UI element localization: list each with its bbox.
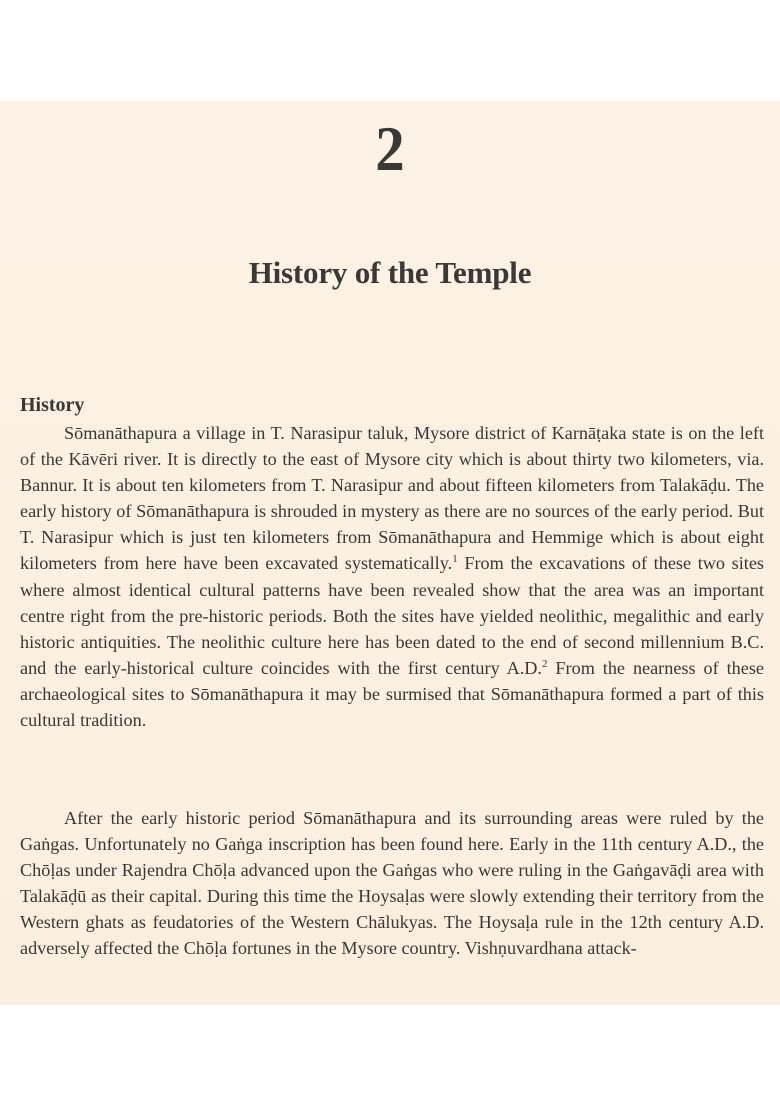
paragraph-text xyxy=(20,420,764,733)
paragraph-text xyxy=(20,805,764,962)
section-heading: History xyxy=(20,394,85,416)
paragraph-2 xyxy=(20,805,764,962)
chapter-number: 2 xyxy=(375,113,405,184)
book-page xyxy=(0,101,780,1005)
text-segment: After the early historic period Sōmanāthapura and its surrounding areas were ruled by the Gaṅgas. Unfortunately no Gaṅga inscription has been found here. Early in the 11th century A.D., the Chōḷas under Rajendra Chōḷa advanced upon the Gaṅgas who were ruling in the Gaṅgavāḍi area with Talakāḍū as their capital. During this time the Hoysaḷas were slowly extending their territory from the Western ghats as feudatories of the Western Chālukyas. The Hoysaḷa rule in the 12th century A.D. adversely affected the Chōḷa fortunes in the Mysore country. Vishṇuvardhana attack- xyxy=(20,808,764,959)
footnote-marker-2[interactable]: 2 xyxy=(541,657,548,670)
footnote-marker-1[interactable]: 1 xyxy=(452,553,458,566)
text-segment: From the excavations of these two sites where almost identical cultural patterns have been revealed show that the area was an important centre right from the pre-historic periods. Both the sites have yielded neolithic, megalithic and early historic antiquities. The neolithic culture here has been dated to the end of second millennium B.C. and the early-historical culture coincides with the first century A.D. xyxy=(20,553,764,678)
text-segment: Sōmanāthapura a village in T. Narasipur taluk, Mysore district of Karnāṭaka state is on the left of the Kāvēri river. It is directly to the east of Mysore city which is about thirty two kilometers, via. Bannur. It is about ten kilometers from T. Narasipur and about fifteen kilometers from Talakāḍu. The early history of Sōmanāthapura is shrouded in mystery as there are no sources of the early period. But T. Narasipur which is just ten kilometers from Sōmanāthapura and Hemmige which is about eight kilometers from here have been excavated systematically. xyxy=(20,423,764,574)
text-segment: From the nearness of these archaeological sites to Sōmanāthapura it may be surmised that Sōmanāthapura formed a part of this cultural tradition. xyxy=(20,657,764,731)
paragraph-1 xyxy=(20,420,764,733)
chapter-title: History of the Temple xyxy=(248,255,532,290)
